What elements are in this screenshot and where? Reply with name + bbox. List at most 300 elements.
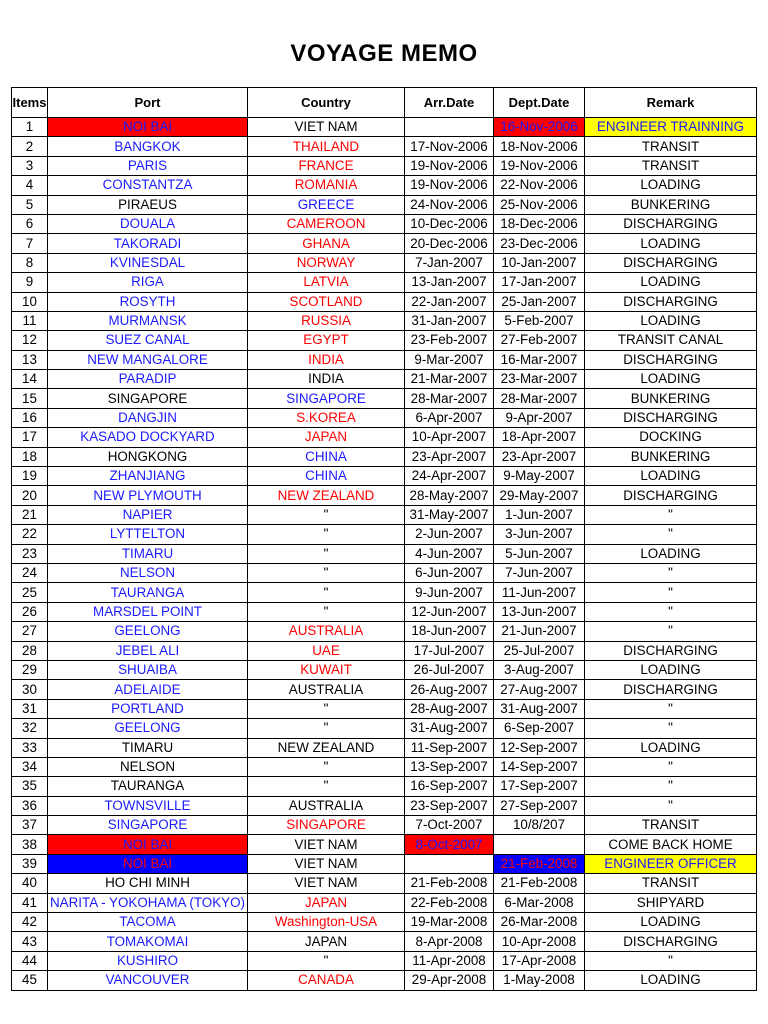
cell-item: 27 bbox=[12, 622, 48, 641]
cell-country: " bbox=[248, 951, 405, 970]
cell-country: RUSSIA bbox=[248, 311, 405, 330]
cell-dept-date: 1-May-2008 bbox=[494, 971, 585, 990]
cell-port: DOUALA bbox=[48, 214, 248, 233]
cell-remark: TRANSIT CANAL bbox=[585, 331, 757, 350]
cell-item: 41 bbox=[12, 893, 48, 912]
cell-country: VIET NAM bbox=[248, 118, 405, 137]
cell-port: NELSON bbox=[48, 757, 248, 776]
cell-remark: " bbox=[585, 622, 757, 641]
cell-remark: DISCHARGING bbox=[585, 486, 757, 505]
cell-arr-date: 26-Jul-2007 bbox=[405, 660, 494, 679]
cell-arr-date: 19-Nov-2006 bbox=[405, 176, 494, 195]
cell-dept-date: 16-Nov-2006 bbox=[494, 118, 585, 137]
header-port: Port bbox=[48, 88, 248, 118]
cell-port: CONSTANTZA bbox=[48, 176, 248, 195]
cell-arr-date: 8-Apr-2008 bbox=[405, 932, 494, 951]
cell-item: 5 bbox=[12, 195, 48, 214]
cell-arr-date: 31-Jan-2007 bbox=[405, 311, 494, 330]
cell-remark: BUNKERING bbox=[585, 389, 757, 408]
cell-remark: LOADING bbox=[585, 273, 757, 292]
cell-dept-date: 29-May-2007 bbox=[494, 486, 585, 505]
cell-arr-date: 28-May-2007 bbox=[405, 486, 494, 505]
cell-country: INDIA bbox=[248, 370, 405, 389]
cell-port: NEW MANGALORE bbox=[48, 350, 248, 369]
cell-dept-date: 5-Feb-2007 bbox=[494, 311, 585, 330]
table-row bbox=[12, 854, 757, 873]
table-row bbox=[12, 137, 757, 156]
table-row bbox=[12, 214, 757, 233]
cell-remark: DISCHARGING bbox=[585, 680, 757, 699]
table-row bbox=[12, 563, 757, 582]
cell-arr-date: 10-Apr-2007 bbox=[405, 428, 494, 447]
cell-country: FRANCE bbox=[248, 156, 405, 175]
cell-dept-date: 16-Mar-2007 bbox=[494, 350, 585, 369]
cell-country: " bbox=[248, 602, 405, 621]
cell-country: JAPAN bbox=[248, 893, 405, 912]
cell-remark: LOADING bbox=[585, 913, 757, 932]
cell-dept-date: 9-May-2007 bbox=[494, 467, 585, 486]
table-row bbox=[12, 874, 757, 893]
cell-arr-date: 31-Aug-2007 bbox=[405, 719, 494, 738]
cell-port: KASADO DOCKYARD bbox=[48, 428, 248, 447]
table-row bbox=[12, 292, 757, 311]
cell-item: 30 bbox=[12, 680, 48, 699]
cell-port: GEELONG bbox=[48, 719, 248, 738]
cell-remark: LOADING bbox=[585, 234, 757, 253]
cell-arr-date: 9-Jun-2007 bbox=[405, 583, 494, 602]
cell-country: UAE bbox=[248, 641, 405, 660]
cell-port: NARITA - YOKOHAMA (TOKYO) bbox=[48, 893, 248, 912]
cell-dept-date: 19-Nov-2006 bbox=[494, 156, 585, 175]
cell-remark: COME BACK HOME bbox=[585, 835, 757, 854]
cell-dept-date: 17-Sep-2007 bbox=[494, 777, 585, 796]
cell-remark: LOADING bbox=[585, 971, 757, 990]
cell-country: " bbox=[248, 757, 405, 776]
cell-remark: " bbox=[585, 699, 757, 718]
table-row bbox=[12, 370, 757, 389]
cell-dept-date: 12-Sep-2007 bbox=[494, 738, 585, 757]
cell-item: 9 bbox=[12, 273, 48, 292]
cell-port: TOMAKOMAI bbox=[48, 932, 248, 951]
table-row bbox=[12, 757, 757, 776]
cell-remark: " bbox=[585, 525, 757, 544]
cell-item: 1 bbox=[12, 118, 48, 137]
cell-country: CANADA bbox=[248, 971, 405, 990]
cell-remark: " bbox=[585, 583, 757, 602]
table-row bbox=[12, 273, 757, 292]
cell-port: HO CHI MINH bbox=[48, 874, 248, 893]
cell-arr-date: 23-Apr-2007 bbox=[405, 447, 494, 466]
cell-item: 17 bbox=[12, 428, 48, 447]
table-row bbox=[12, 951, 757, 970]
cell-remark: DISCHARGING bbox=[585, 641, 757, 660]
cell-item: 26 bbox=[12, 602, 48, 621]
table-row bbox=[12, 389, 757, 408]
cell-item: 40 bbox=[12, 874, 48, 893]
cell-arr-date: 11-Sep-2007 bbox=[405, 738, 494, 757]
cell-arr-date: 8-Oct-2007 bbox=[405, 835, 494, 854]
cell-port: MARSDEL POINT bbox=[48, 602, 248, 621]
cell-dept-date: 23-Mar-2007 bbox=[494, 370, 585, 389]
cell-remark: DISCHARGING bbox=[585, 408, 757, 427]
cell-remark: " bbox=[585, 951, 757, 970]
cell-country: NEW ZEALAND bbox=[248, 486, 405, 505]
voyage-table bbox=[11, 87, 757, 991]
page-title: VOYAGE MEMO bbox=[290, 40, 478, 67]
cell-dept-date: 10-Jan-2007 bbox=[494, 253, 585, 272]
table-row bbox=[12, 816, 757, 835]
cell-arr-date bbox=[405, 854, 494, 873]
cell-country: VIET NAM bbox=[248, 854, 405, 873]
cell-country: VIET NAM bbox=[248, 835, 405, 854]
cell-port: ADELAIDE bbox=[48, 680, 248, 699]
cell-item: 20 bbox=[12, 486, 48, 505]
cell-port: NAPIER bbox=[48, 505, 248, 524]
cell-item: 24 bbox=[12, 563, 48, 582]
cell-dept-date: 27-Feb-2007 bbox=[494, 331, 585, 350]
table-row bbox=[12, 699, 757, 718]
cell-remark: TRANSIT bbox=[585, 874, 757, 893]
header-arr-date: Arr.Date bbox=[405, 88, 494, 118]
cell-arr-date: 24-Apr-2007 bbox=[405, 467, 494, 486]
table-row bbox=[12, 660, 757, 679]
cell-country: AUSTRALIA bbox=[248, 796, 405, 815]
table-row bbox=[12, 893, 757, 912]
cell-remark: BUNKERING bbox=[585, 447, 757, 466]
cell-country: SCOTLAND bbox=[248, 292, 405, 311]
cell-port: ROSYTH bbox=[48, 292, 248, 311]
cell-remark: " bbox=[585, 602, 757, 621]
cell-remark: " bbox=[585, 719, 757, 738]
cell-port: ZHANJIANG bbox=[48, 467, 248, 486]
cell-port: KUSHIRO bbox=[48, 951, 248, 970]
cell-dept-date: 17-Apr-2008 bbox=[494, 951, 585, 970]
table-row bbox=[12, 544, 757, 563]
cell-arr-date: 6-Apr-2007 bbox=[405, 408, 494, 427]
header-dept-date: Dept.Date bbox=[494, 88, 585, 118]
cell-country: THAILAND bbox=[248, 137, 405, 156]
table-row bbox=[12, 835, 757, 854]
cell-dept-date: 1-Jun-2007 bbox=[494, 505, 585, 524]
table-row bbox=[12, 311, 757, 330]
cell-port: TIMARU bbox=[48, 544, 248, 563]
cell-item: 38 bbox=[12, 835, 48, 854]
cell-remark: LOADING bbox=[585, 311, 757, 330]
cell-country: AUSTRALIA bbox=[248, 622, 405, 641]
header-remark: Remark bbox=[585, 88, 757, 118]
cell-item: 42 bbox=[12, 913, 48, 932]
cell-item: 11 bbox=[12, 311, 48, 330]
cell-item: 39 bbox=[12, 854, 48, 873]
cell-country: CAMEROON bbox=[248, 214, 405, 233]
cell-dept-date: 27-Sep-2007 bbox=[494, 796, 585, 815]
cell-dept-date: 21-Feb-2008 bbox=[494, 874, 585, 893]
cell-arr-date: 17-Nov-2006 bbox=[405, 137, 494, 156]
cell-dept-date: 18-Dec-2006 bbox=[494, 214, 585, 233]
cell-dept-date: 28-Mar-2007 bbox=[494, 389, 585, 408]
cell-item: 33 bbox=[12, 738, 48, 757]
cell-country: JAPAN bbox=[248, 932, 405, 951]
cell-item: 12 bbox=[12, 331, 48, 350]
cell-port: NEW PLYMOUTH bbox=[48, 486, 248, 505]
cell-item: 15 bbox=[12, 389, 48, 408]
cell-country: SINGAPORE bbox=[248, 389, 405, 408]
table-row bbox=[12, 176, 757, 195]
cell-country: EGYPT bbox=[248, 331, 405, 350]
cell-port: PARADIP bbox=[48, 370, 248, 389]
cell-dept-date: 18-Nov-2006 bbox=[494, 137, 585, 156]
cell-remark: TRANSIT bbox=[585, 816, 757, 835]
cell-port: KVINESDAL bbox=[48, 253, 248, 272]
cell-country: " bbox=[248, 699, 405, 718]
cell-item: 4 bbox=[12, 176, 48, 195]
cell-country: S.KOREA bbox=[248, 408, 405, 427]
cell-remark: SHIPYARD bbox=[585, 893, 757, 912]
cell-item: 13 bbox=[12, 350, 48, 369]
cell-dept-date: 25-Jul-2007 bbox=[494, 641, 585, 660]
cell-country: " bbox=[248, 525, 405, 544]
cell-port: VANCOUVER bbox=[48, 971, 248, 990]
cell-port: TAKORADI bbox=[48, 234, 248, 253]
cell-country: SINGAPORE bbox=[248, 816, 405, 835]
cell-remark: LOADING bbox=[585, 176, 757, 195]
cell-item: 34 bbox=[12, 757, 48, 776]
cell-item: 18 bbox=[12, 447, 48, 466]
cell-arr-date: 7-Oct-2007 bbox=[405, 816, 494, 835]
cell-country: INDIA bbox=[248, 350, 405, 369]
cell-remark: DISCHARGING bbox=[585, 292, 757, 311]
cell-dept-date: 10-Apr-2008 bbox=[494, 932, 585, 951]
cell-arr-date: 7-Jan-2007 bbox=[405, 253, 494, 272]
cell-item: 35 bbox=[12, 777, 48, 796]
cell-dept-date: 25-Nov-2006 bbox=[494, 195, 585, 214]
table-row bbox=[12, 971, 757, 990]
cell-country: CHINA bbox=[248, 447, 405, 466]
cell-dept-date: 26-Mar-2008 bbox=[494, 913, 585, 932]
cell-port: TIMARU bbox=[48, 738, 248, 757]
cell-item: 19 bbox=[12, 467, 48, 486]
cell-country: GHANA bbox=[248, 234, 405, 253]
cell-dept-date: 27-Aug-2007 bbox=[494, 680, 585, 699]
cell-port: GEELONG bbox=[48, 622, 248, 641]
cell-remark: DISCHARGING bbox=[585, 350, 757, 369]
table-row bbox=[12, 447, 757, 466]
cell-country: NEW ZEALAND bbox=[248, 738, 405, 757]
cell-remark: LOADING bbox=[585, 660, 757, 679]
cell-port: MURMANSK bbox=[48, 311, 248, 330]
cell-arr-date: 13-Jan-2007 bbox=[405, 273, 494, 292]
cell-port: PARIS bbox=[48, 156, 248, 175]
cell-country: " bbox=[248, 777, 405, 796]
cell-port: DANGJIN bbox=[48, 408, 248, 427]
cell-country: " bbox=[248, 719, 405, 738]
cell-port: TAURANGA bbox=[48, 777, 248, 796]
cell-arr-date: 2-Jun-2007 bbox=[405, 525, 494, 544]
cell-item: 37 bbox=[12, 816, 48, 835]
cell-remark: " bbox=[585, 796, 757, 815]
cell-item: 21 bbox=[12, 505, 48, 524]
table-row bbox=[12, 738, 757, 757]
cell-remark: TRANSIT bbox=[585, 156, 757, 175]
table-row bbox=[12, 408, 757, 427]
cell-dept-date bbox=[494, 835, 585, 854]
table-row bbox=[12, 680, 757, 699]
cell-port: SHUAIBA bbox=[48, 660, 248, 679]
table-row bbox=[12, 932, 757, 951]
cell-item: 2 bbox=[12, 137, 48, 156]
table-row bbox=[12, 641, 757, 660]
cell-item: 29 bbox=[12, 660, 48, 679]
cell-dept-date: 23-Dec-2006 bbox=[494, 234, 585, 253]
header-country: Country bbox=[248, 88, 405, 118]
cell-port: NOI BAI bbox=[48, 118, 248, 137]
table-row bbox=[12, 486, 757, 505]
cell-item: 22 bbox=[12, 525, 48, 544]
cell-remark: LOADING bbox=[585, 544, 757, 563]
cell-remark: DISCHARGING bbox=[585, 214, 757, 233]
cell-country: GREECE bbox=[248, 195, 405, 214]
cell-arr-date: 20-Dec-2006 bbox=[405, 234, 494, 253]
cell-item: 36 bbox=[12, 796, 48, 815]
cell-item: 14 bbox=[12, 370, 48, 389]
cell-arr-date: 11-Apr-2008 bbox=[405, 951, 494, 970]
cell-item: 43 bbox=[12, 932, 48, 951]
cell-arr-date: 9-Mar-2007 bbox=[405, 350, 494, 369]
table-row bbox=[12, 525, 757, 544]
cell-arr-date: 12-Jun-2007 bbox=[405, 602, 494, 621]
cell-country: Washington-USA bbox=[248, 913, 405, 932]
cell-port: BANGKOK bbox=[48, 137, 248, 156]
cell-dept-date: 11-Jun-2007 bbox=[494, 583, 585, 602]
cell-arr-date: 19-Nov-2006 bbox=[405, 156, 494, 175]
cell-dept-date: 6-Mar-2008 bbox=[494, 893, 585, 912]
cell-remark: " bbox=[585, 563, 757, 582]
cell-arr-date: 18-Jun-2007 bbox=[405, 622, 494, 641]
cell-item: 10 bbox=[12, 292, 48, 311]
cell-dept-date: 3-Jun-2007 bbox=[494, 525, 585, 544]
cell-country: JAPAN bbox=[248, 428, 405, 447]
cell-port: NELSON bbox=[48, 563, 248, 582]
cell-country: " bbox=[248, 544, 405, 563]
cell-port: TAURANGA bbox=[48, 583, 248, 602]
cell-remark: DISCHARGING bbox=[585, 253, 757, 272]
cell-port: TACOMA bbox=[48, 913, 248, 932]
cell-arr-date: 6-Jun-2007 bbox=[405, 563, 494, 582]
table-row bbox=[12, 796, 757, 815]
table-row bbox=[12, 602, 757, 621]
cell-arr-date: 23-Sep-2007 bbox=[405, 796, 494, 815]
table-row bbox=[12, 234, 757, 253]
cell-arr-date: 16-Sep-2007 bbox=[405, 777, 494, 796]
cell-arr-date bbox=[405, 118, 494, 137]
cell-port: PIRAEUS bbox=[48, 195, 248, 214]
cell-arr-date: 28-Aug-2007 bbox=[405, 699, 494, 718]
table-row bbox=[12, 156, 757, 175]
cell-item: 28 bbox=[12, 641, 48, 660]
cell-country: " bbox=[248, 583, 405, 602]
cell-country: NORWAY bbox=[248, 253, 405, 272]
cell-arr-date: 23-Feb-2007 bbox=[405, 331, 494, 350]
cell-arr-date: 28-Mar-2007 bbox=[405, 389, 494, 408]
cell-arr-date: 4-Jun-2007 bbox=[405, 544, 494, 563]
cell-dept-date: 31-Aug-2007 bbox=[494, 699, 585, 718]
cell-remark: LOADING bbox=[585, 738, 757, 757]
table-row bbox=[12, 777, 757, 796]
cell-remark: TRANSIT bbox=[585, 137, 757, 156]
cell-country: CHINA bbox=[248, 467, 405, 486]
cell-arr-date: 31-May-2007 bbox=[405, 505, 494, 524]
cell-item: 25 bbox=[12, 583, 48, 602]
cell-arr-date: 17-Jul-2007 bbox=[405, 641, 494, 660]
cell-dept-date: 18-Apr-2007 bbox=[494, 428, 585, 447]
cell-remark: DISCHARGING bbox=[585, 932, 757, 951]
table-row bbox=[12, 622, 757, 641]
cell-dept-date: 7-Jun-2007 bbox=[494, 563, 585, 582]
table-row bbox=[12, 583, 757, 602]
cell-arr-date: 13-Sep-2007 bbox=[405, 757, 494, 776]
cell-arr-date: 26-Aug-2007 bbox=[405, 680, 494, 699]
cell-dept-date: 14-Sep-2007 bbox=[494, 757, 585, 776]
cell-port: RIGA bbox=[48, 273, 248, 292]
cell-dept-date: 25-Jan-2007 bbox=[494, 292, 585, 311]
cell-arr-date: 21-Feb-2008 bbox=[405, 874, 494, 893]
table-row bbox=[12, 505, 757, 524]
table-row bbox=[12, 913, 757, 932]
cell-remark: LOADING bbox=[585, 467, 757, 486]
cell-item: 45 bbox=[12, 971, 48, 990]
cell-dept-date: 22-Nov-2006 bbox=[494, 176, 585, 195]
cell-item: 16 bbox=[12, 408, 48, 427]
cell-country: KUWAIT bbox=[248, 660, 405, 679]
cell-arr-date: 22-Feb-2008 bbox=[405, 893, 494, 912]
header-row bbox=[12, 88, 757, 118]
table-body bbox=[12, 118, 757, 991]
table-row bbox=[12, 331, 757, 350]
cell-port: SINGAPORE bbox=[48, 389, 248, 408]
cell-remark: ENGINEER OFFICER bbox=[585, 854, 757, 873]
cell-item: 8 bbox=[12, 253, 48, 272]
header-items: Items bbox=[12, 88, 48, 118]
cell-remark: DOCKING bbox=[585, 428, 757, 447]
cell-arr-date: 24-Nov-2006 bbox=[405, 195, 494, 214]
cell-dept-date: 17-Jan-2007 bbox=[494, 273, 585, 292]
cell-dept-date: 23-Apr-2007 bbox=[494, 447, 585, 466]
cell-dept-date: 13-Jun-2007 bbox=[494, 602, 585, 621]
cell-item: 3 bbox=[12, 156, 48, 175]
cell-item: 32 bbox=[12, 719, 48, 738]
cell-remark: BUNKERING bbox=[585, 195, 757, 214]
cell-dept-date: 21-Jun-2007 bbox=[494, 622, 585, 641]
cell-country: " bbox=[248, 563, 405, 582]
cell-country: VIET NAM bbox=[248, 874, 405, 893]
cell-arr-date: 19-Mar-2008 bbox=[405, 913, 494, 932]
cell-remark: " bbox=[585, 505, 757, 524]
cell-item: 31 bbox=[12, 699, 48, 718]
cell-port: SUEZ CANAL bbox=[48, 331, 248, 350]
cell-dept-date: 6-Sep-2007 bbox=[494, 719, 585, 738]
cell-remark: " bbox=[585, 757, 757, 776]
table-row bbox=[12, 719, 757, 738]
cell-port: HONGKONG bbox=[48, 447, 248, 466]
cell-remark: LOADING bbox=[585, 370, 757, 389]
cell-port: JEBEL ALI bbox=[48, 641, 248, 660]
cell-arr-date: 10-Dec-2006 bbox=[405, 214, 494, 233]
cell-dept-date: 21-Feb-2008 bbox=[494, 854, 585, 873]
cell-remark: " bbox=[585, 777, 757, 796]
cell-port: SINGAPORE bbox=[48, 816, 248, 835]
cell-arr-date: 29-Apr-2008 bbox=[405, 971, 494, 990]
cell-country: ROMANIA bbox=[248, 176, 405, 195]
